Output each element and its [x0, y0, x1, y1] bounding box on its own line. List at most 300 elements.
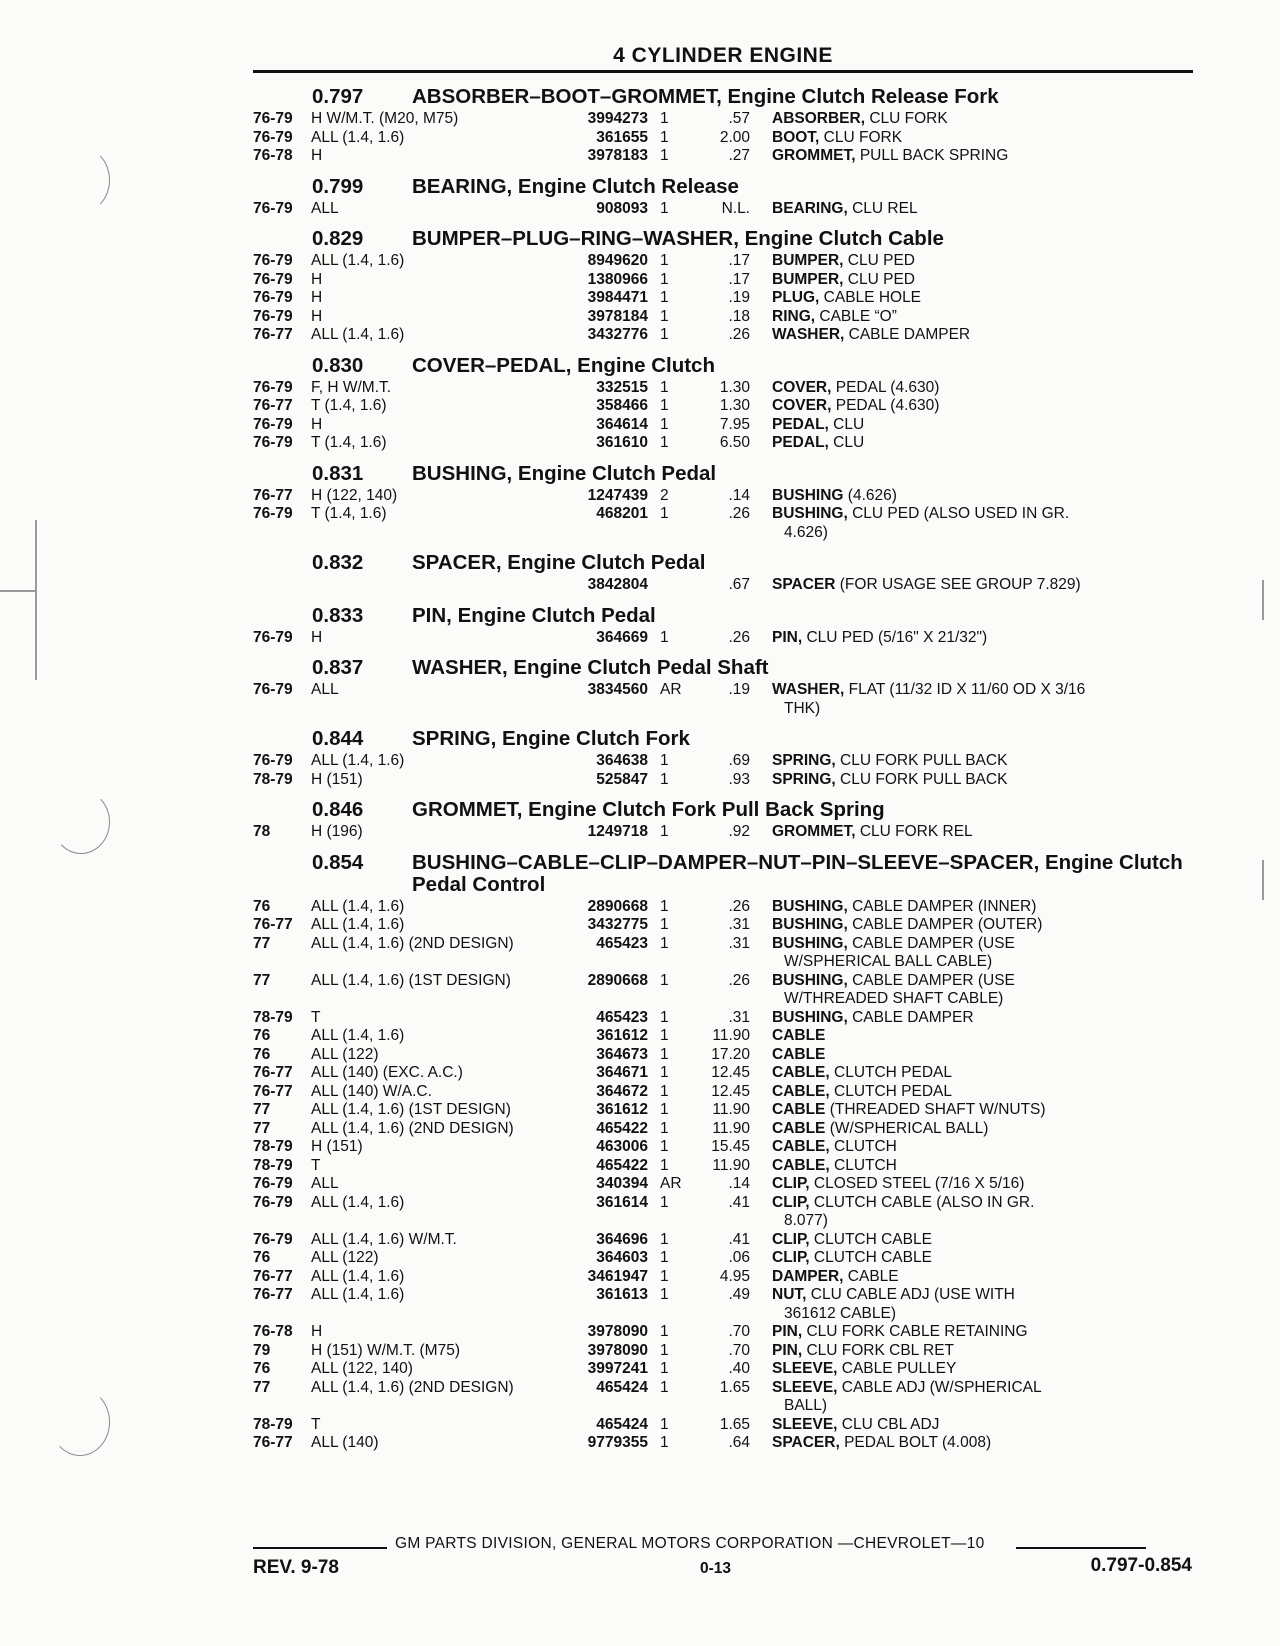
model-years: 76	[253, 1045, 271, 1063]
description-text: CLU FORK CABLE RETAINING	[802, 1323, 1028, 1340]
description-text: CLUTCH	[829, 1138, 897, 1155]
edge-mark	[1262, 580, 1264, 620]
description-line	[772, 1138, 1198, 1157]
part-number: 3432776	[587, 326, 648, 343]
part-row	[253, 1101, 1198, 1120]
price: N.L.	[721, 199, 750, 217]
model-years: 76-79	[253, 270, 293, 288]
model-years: 76	[253, 1027, 271, 1044]
description-line	[772, 1083, 1198, 1102]
footer-revision: REV. 9-78	[253, 1557, 339, 1578]
description-text: PULL BACK SPRING	[855, 147, 1009, 164]
price: 1.30	[719, 378, 750, 396]
model-years: 78-79	[253, 1415, 293, 1433]
footer-rule-left	[253, 1547, 387, 1549]
footer-division: GM PARTS DIVISION, GENERAL MOTORS CORPORATION —CHEVROLET—10	[395, 1535, 985, 1552]
group-title: ABSORBER–BOOT–GROMMET, Engine Clutch Release Fork	[412, 85, 999, 108]
description	[750, 1342, 1198, 1361]
group-heading	[253, 84, 1198, 108]
model-years: 76-79	[253, 252, 293, 269]
model-years: 76	[253, 1249, 271, 1266]
part-number: 463006	[596, 1138, 648, 1155]
description-keyword: CABLE,	[772, 1082, 830, 1100]
description	[750, 1323, 1198, 1342]
quantity: 1	[660, 110, 669, 127]
quantity: 1	[660, 934, 669, 952]
model-application: T (1.4, 1.6)	[311, 434, 387, 451]
price: .69	[728, 752, 750, 769]
description-keyword: SPRING,	[772, 752, 836, 769]
description-text: PEDAL (4.630)	[831, 378, 940, 396]
price: 17.20	[711, 1045, 750, 1063]
model-application	[311, 576, 576, 595]
model-years: 76-77	[253, 916, 293, 933]
quantity: 1	[660, 1027, 669, 1044]
model-years: 77	[253, 1378, 271, 1396]
quantity: 1	[660, 1323, 669, 1340]
description-keyword: CLIP,	[772, 1193, 810, 1211]
part-row	[253, 397, 1198, 416]
quantity: 1	[660, 1119, 669, 1137]
description	[750, 972, 1198, 1009]
part-number: 3997241	[587, 1360, 648, 1377]
model-years: 76-78	[253, 1323, 293, 1340]
quantity: 2	[660, 486, 669, 504]
description-line	[772, 1064, 1198, 1083]
group-number: 0.797	[312, 85, 364, 108]
price: .40	[728, 1360, 750, 1377]
model-application: ALL (1.4, 1.6) (1ST DESIGN)	[311, 971, 511, 989]
group-title: BUSHING, Engine Clutch Pedal	[412, 461, 717, 485]
part-number: 465422	[596, 1156, 648, 1174]
price: 1.65	[719, 1378, 750, 1396]
model-application: ALL (1.4, 1.6)	[311, 1193, 405, 1211]
price: .92	[728, 823, 750, 840]
description-line	[772, 200, 1198, 219]
part-row	[253, 1360, 1198, 1379]
description-line	[772, 271, 1198, 290]
part-row	[253, 752, 1198, 771]
group-number: 0.846	[312, 798, 364, 821]
part-number: 1249718	[587, 823, 648, 840]
part-row	[253, 1175, 1198, 1194]
part-row	[253, 916, 1198, 935]
part-row	[253, 434, 1198, 453]
model-application: H (151)	[311, 1138, 363, 1155]
model-years: 76-79	[253, 415, 293, 433]
description-line	[772, 1268, 1198, 1287]
description-text: CABLE DAMPER	[847, 1008, 974, 1026]
description-text: PEDAL BOLT (4.008)	[839, 1434, 992, 1451]
model-years: 78-79	[253, 1156, 293, 1174]
model-application: ALL	[311, 1175, 339, 1192]
description-line	[772, 1009, 1198, 1028]
footer-group-range: 0.797-0.854	[1090, 1555, 1192, 1576]
description-text: CABLE HOLE	[819, 289, 922, 306]
part-number: 364638	[596, 752, 648, 769]
description-keyword: ABSORBER,	[772, 110, 866, 127]
description-line	[772, 487, 1198, 506]
part-row	[253, 487, 1198, 506]
description-line	[772, 1157, 1198, 1176]
description-text: CABLE DAMPER	[844, 326, 971, 343]
description	[750, 1027, 1198, 1046]
model-application: T	[311, 1008, 321, 1026]
description-line	[772, 252, 1198, 271]
price: .26	[728, 897, 750, 915]
binder-hole-mark	[50, 1388, 110, 1456]
model-application: ALL	[311, 199, 339, 217]
description-line	[772, 1286, 1198, 1305]
model-years: 78-79	[253, 1008, 293, 1026]
description-text: CLU CBL ADJ	[837, 1415, 940, 1433]
model-years: 76-79	[253, 1230, 293, 1248]
description-line	[772, 1101, 1198, 1120]
part-row	[253, 416, 1198, 435]
quantity	[648, 576, 688, 595]
model-years: 76-79	[253, 199, 293, 217]
part-row	[253, 1046, 1198, 1065]
part-number: 364696	[596, 1230, 648, 1248]
description-keyword: CABLE,	[772, 1138, 830, 1155]
model-years: 76-79	[253, 110, 293, 127]
description	[750, 1249, 1198, 1268]
part-row	[253, 771, 1198, 790]
description-text: CLU PED (5/16" X 21/32")	[802, 628, 988, 646]
price: 1.30	[719, 397, 750, 414]
quantity: 1	[660, 1267, 669, 1285]
description-line	[772, 1360, 1198, 1379]
model-years: 76-77	[253, 1082, 293, 1100]
parts-list	[253, 84, 1198, 1453]
quantity: 1	[660, 823, 669, 840]
quantity: 1	[660, 397, 669, 414]
group-title: BEARING, Engine Clutch Release	[412, 174, 739, 198]
part-row	[253, 505, 1198, 542]
quantity: 1	[660, 128, 669, 146]
model-application: H (151) W/M.T. (M75)	[311, 1341, 460, 1359]
quantity: 1	[660, 1378, 669, 1396]
description-line	[772, 1249, 1198, 1268]
description	[750, 505, 1198, 542]
quantity: 1	[660, 628, 669, 646]
description-line	[772, 110, 1198, 129]
quantity: 1	[660, 415, 669, 433]
model-years: 76-79	[253, 1193, 293, 1211]
part-group	[253, 550, 1198, 595]
model-application: H	[311, 628, 323, 646]
part-number: 908093	[596, 199, 648, 217]
model-application: F, H W/M.T.	[311, 378, 392, 396]
part-number: 525847	[596, 770, 648, 788]
part-row	[253, 129, 1198, 148]
description	[750, 1434, 1198, 1453]
model-application: H	[311, 415, 323, 433]
model-application: H	[311, 289, 323, 306]
description-line	[772, 771, 1198, 790]
model-application: ALL (122)	[311, 1045, 379, 1063]
part-number: 465423	[596, 1008, 648, 1026]
price: .31	[728, 934, 750, 952]
part-number: 465422	[596, 1119, 648, 1137]
part-number: 361612	[596, 1101, 648, 1118]
description-text: CLU CABLE ADJ (USE WITH	[806, 1286, 1015, 1303]
description-line	[772, 898, 1198, 917]
model-years	[253, 576, 311, 595]
group-heading	[253, 226, 1198, 250]
model-years: 76-77	[253, 486, 293, 504]
description	[750, 110, 1198, 129]
part-number: 3984471	[587, 289, 648, 306]
model-application: ALL (1.4, 1.6)	[311, 916, 405, 933]
description-text: CLU	[828, 415, 865, 433]
edge-mark	[35, 520, 37, 680]
description-line	[772, 1027, 1198, 1046]
model-application: ALL (1.4, 1.6)	[311, 897, 405, 915]
edge-mark	[1262, 860, 1264, 900]
price: .41	[728, 1193, 750, 1211]
part-number: 3842804	[587, 576, 648, 593]
model-years: 76-77	[253, 1434, 293, 1451]
description	[750, 1286, 1198, 1323]
part-row	[253, 289, 1198, 308]
description-text: 4.626)	[784, 523, 828, 541]
part-row	[253, 823, 1198, 842]
description-keyword: BUSHING,	[772, 934, 848, 952]
model-application: T	[311, 1156, 321, 1174]
part-number: 3432775	[587, 916, 648, 933]
model-years: 76-79	[253, 434, 293, 451]
part-row	[253, 1249, 1198, 1268]
description-keyword: DAMPER,	[772, 1267, 844, 1285]
part-row	[253, 898, 1198, 917]
description-line	[772, 397, 1198, 416]
description-line	[772, 752, 1198, 771]
description-line	[772, 505, 1198, 524]
description-line	[772, 416, 1198, 435]
model-application: ALL (1.4, 1.6) W/M.T.	[311, 1230, 457, 1248]
quantity: 1	[660, 1064, 669, 1081]
description-keyword: CLIP,	[772, 1175, 810, 1192]
group-heading	[253, 461, 1198, 485]
description-keyword: BEARING,	[772, 199, 848, 217]
description-line	[772, 379, 1198, 398]
price: .64	[728, 1434, 750, 1451]
description-keyword: CLIP,	[772, 1230, 810, 1248]
part-group	[253, 174, 1198, 219]
model-application: H (196)	[311, 823, 363, 840]
quantity: 1	[660, 1082, 669, 1100]
description	[750, 487, 1198, 506]
description	[750, 935, 1198, 972]
part-group	[253, 353, 1198, 453]
price: .18	[728, 307, 750, 325]
title-rule	[253, 70, 1193, 73]
part-group	[253, 461, 1198, 543]
group-heading	[253, 726, 1198, 750]
part-row	[253, 935, 1198, 972]
description-keyword: BUSHING	[772, 486, 844, 504]
model-application: H (122, 140)	[311, 486, 398, 504]
quantity: 1	[660, 1138, 669, 1155]
description-text: CLOSED STEEL (7/16 X 5/16)	[809, 1175, 1025, 1192]
description-line	[772, 434, 1198, 453]
part-number: 361613	[596, 1286, 648, 1303]
model-application: ALL (140) W/A.C.	[311, 1082, 432, 1100]
part-row	[253, 681, 1198, 718]
description	[750, 1064, 1198, 1083]
model-years: 76-77	[253, 1064, 293, 1081]
description-text: (4.626)	[843, 486, 897, 504]
description-line	[772, 681, 1198, 700]
description-text: CLU PED (ALSO USED IN GR.	[847, 505, 1070, 522]
part-group	[253, 655, 1198, 718]
part-row	[253, 576, 1198, 595]
footer-page-number: 0-13	[700, 1560, 732, 1577]
model-application: ALL (122)	[311, 1249, 379, 1266]
description-keyword: CABLE	[772, 1027, 826, 1044]
group-title: SPACER, Engine Clutch Pedal	[412, 551, 706, 574]
part-row	[253, 200, 1198, 219]
description	[750, 397, 1198, 416]
model-application: H	[311, 1323, 323, 1340]
quantity: 1	[660, 897, 669, 915]
model-years: 77	[253, 1101, 271, 1118]
description-text: FLAT (11/32 ID X 11/60 OD X 3/16	[844, 681, 1086, 698]
part-number: 3978184	[587, 307, 648, 325]
quantity: 1	[660, 1008, 669, 1026]
part-number: 361614	[596, 1193, 648, 1211]
quantity: 1	[660, 1230, 669, 1248]
quantity: 1	[660, 326, 669, 343]
model-application: ALL (122, 140)	[311, 1360, 413, 1377]
description-keyword: BUSHING,	[772, 916, 848, 933]
description-text: PEDAL (4.630)	[831, 397, 940, 414]
quantity: 1	[660, 289, 669, 306]
description	[750, 379, 1198, 398]
description-keyword: BUSHING,	[772, 897, 848, 915]
description-text: CABLE DAMPER (USE	[847, 971, 1015, 989]
description-text: CLU FORK PULL BACK	[835, 770, 1008, 788]
model-years: 78-79	[253, 1138, 293, 1155]
part-number: 364603	[596, 1249, 648, 1266]
description	[750, 1120, 1198, 1139]
description-text: W/SPHERICAL BALL CABLE)	[784, 953, 993, 970]
model-years: 76-79	[253, 128, 293, 146]
description-keyword: BOOT,	[772, 128, 820, 146]
description	[750, 1416, 1198, 1435]
description-keyword: CABLE	[772, 1045, 826, 1063]
description-line	[772, 700, 1198, 719]
price: 1.65	[719, 1415, 750, 1433]
model-application: ALL (140)	[311, 1434, 379, 1451]
price: .27	[728, 147, 750, 164]
description-text: CLUTCH CABLE	[809, 1249, 932, 1266]
group-number: 0.830	[312, 353, 364, 377]
description-text: CABLE ADJ (W/SPHERICAL	[837, 1378, 1042, 1396]
description-keyword: SPRING,	[772, 770, 836, 788]
description-line	[772, 990, 1198, 1009]
group-number: 0.837	[312, 656, 364, 679]
model-application: T (1.4, 1.6)	[311, 505, 387, 522]
price: 12.45	[711, 1064, 750, 1081]
price: .31	[728, 1008, 750, 1026]
quantity: 1	[660, 770, 669, 788]
description-line	[772, 1231, 1198, 1250]
model-years: 76-79	[253, 505, 293, 522]
description-text: CLUTCH PEDAL	[829, 1064, 953, 1081]
price: .93	[728, 770, 750, 788]
price: .67	[728, 576, 750, 593]
model-years: 77	[253, 1119, 271, 1137]
description	[750, 147, 1198, 166]
description-keyword: PEDAL,	[772, 415, 829, 433]
group-title: SPRING, Engine Clutch Fork	[412, 727, 690, 750]
group-heading	[253, 174, 1198, 198]
description-line	[772, 308, 1198, 327]
part-number: 361612	[596, 1027, 648, 1044]
quantity: AR	[660, 1175, 682, 1192]
part-number: 364614	[596, 415, 648, 433]
group-title: BUSHING–CABLE–CLIP–DAMPER–NUT–PIN–SLEEVE–SPACER, Engine Clutch Pedal Control	[412, 850, 1183, 896]
model-years: 76-78	[253, 147, 293, 164]
part-number: 2890668	[587, 971, 648, 989]
description-text: (W/SPHERICAL BALL)	[825, 1119, 989, 1137]
description-keyword: BUMPER,	[772, 270, 844, 288]
model-application: ALL (1.4, 1.6) (2ND DESIGN)	[311, 1119, 514, 1137]
group-heading	[253, 850, 1198, 896]
description-keyword: CABLE,	[772, 1064, 830, 1081]
description-text: CLU FORK REL	[855, 823, 973, 840]
description-keyword: RING,	[772, 307, 816, 325]
quantity: 1	[660, 147, 669, 164]
description-line	[772, 1379, 1198, 1398]
part-row	[253, 972, 1198, 1009]
description	[750, 1379, 1198, 1416]
description-keyword: SLEEVE,	[772, 1360, 838, 1377]
price: .70	[728, 1341, 750, 1359]
description-text: CABLE “O”	[815, 307, 897, 325]
description-text: CLU FORK	[865, 110, 948, 127]
price: 15.45	[711, 1138, 750, 1155]
model-years: 76	[253, 1360, 271, 1377]
group-heading	[253, 603, 1198, 627]
description-text: CABLE DAMPER (USE	[847, 934, 1015, 952]
model-years: 76-77	[253, 1267, 293, 1285]
quantity: AR	[660, 681, 682, 698]
binder-hole-mark	[52, 790, 110, 854]
price: .14	[728, 1175, 750, 1192]
group-title: WASHER, Engine Clutch Pedal Shaft	[412, 656, 769, 679]
model-application: H	[311, 307, 323, 325]
description	[750, 1268, 1198, 1287]
model-years: 76-79	[253, 752, 293, 769]
description-text: (THREADED SHAFT W/NUTS)	[825, 1101, 1046, 1118]
model-application: ALL (1.4, 1.6)	[311, 1286, 405, 1303]
part-number: 465423	[596, 934, 648, 952]
price: 4.95	[719, 1267, 750, 1285]
part-row	[253, 271, 1198, 290]
price: .19	[728, 289, 750, 306]
part-number: 364672	[596, 1082, 648, 1100]
description-text: CLU FORK CBL RET	[802, 1341, 955, 1359]
description-keyword: CABLE	[772, 1119, 826, 1137]
part-number: 465424	[596, 1415, 648, 1433]
part-row	[253, 1083, 1198, 1102]
description	[750, 1083, 1198, 1102]
quantity: 1	[660, 1045, 669, 1063]
description	[750, 308, 1198, 327]
